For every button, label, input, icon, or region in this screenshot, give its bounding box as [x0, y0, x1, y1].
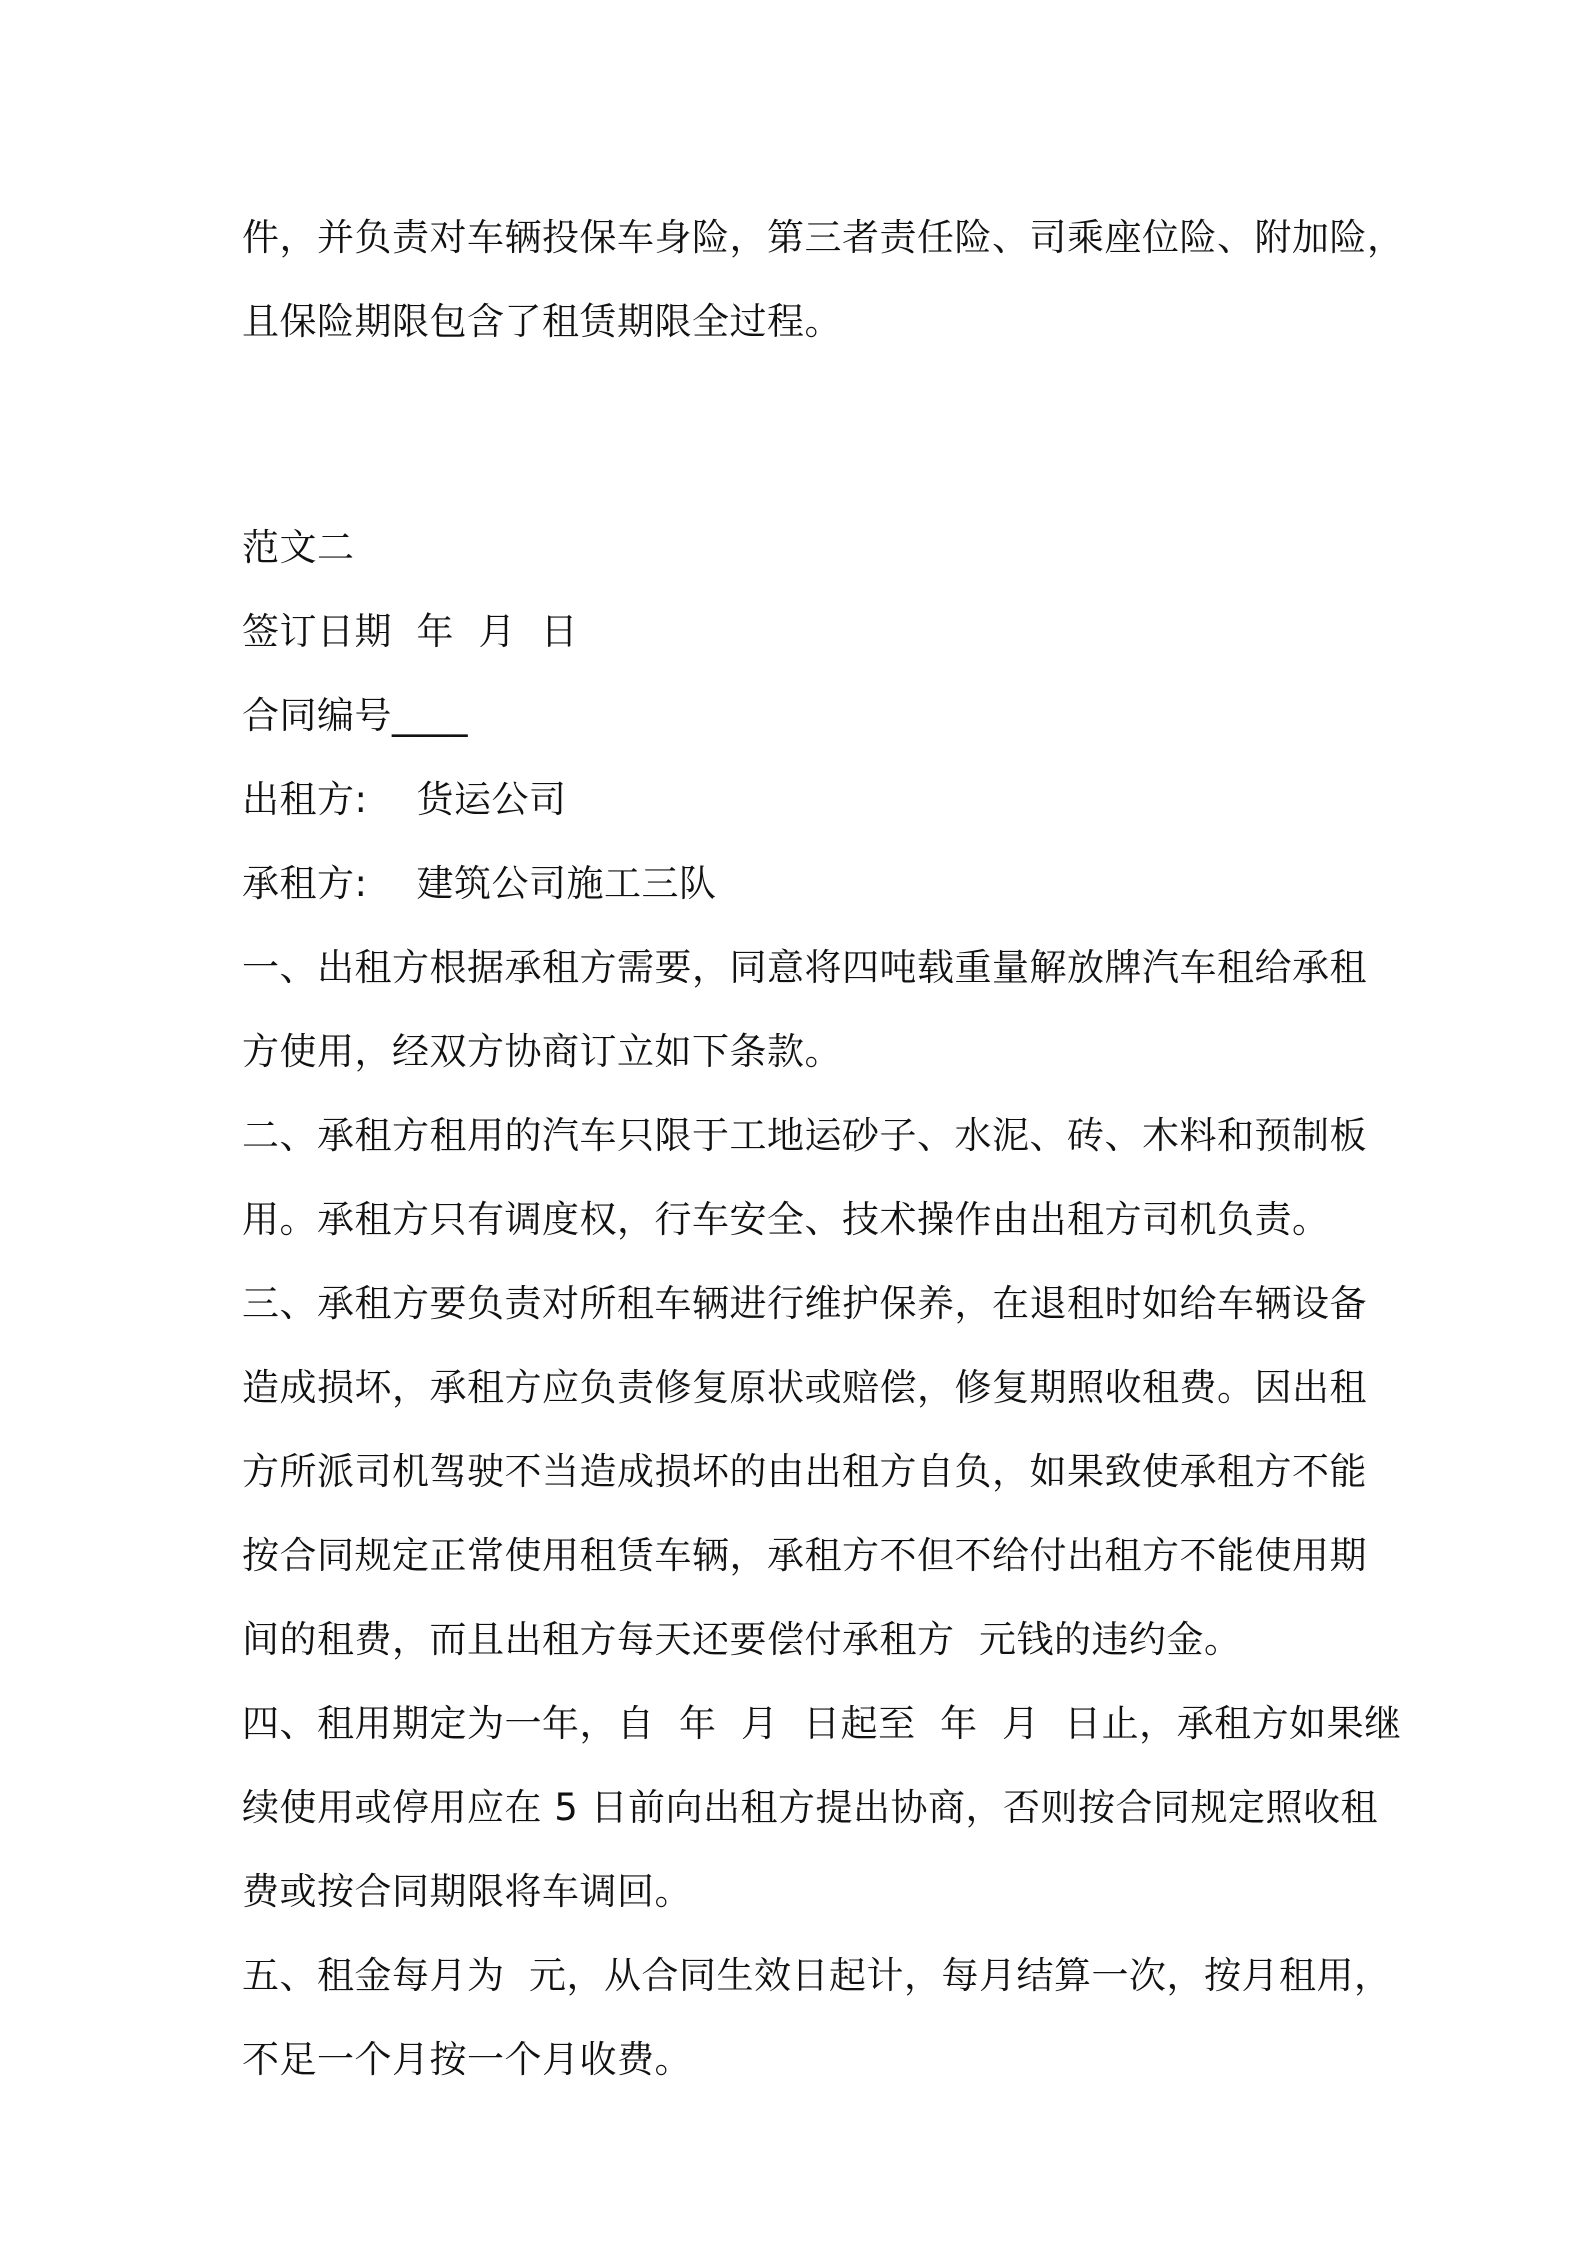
text-line: 件，并负责对车辆投保车身险，第三者责任险、司乘座位险、附加险，	[242, 216, 1405, 259]
clause-line: 续使用或停用应在 5 日前向出租方提出协商，否则按合同规定照收租	[242, 1786, 1379, 1829]
sign-date-line: 签订日期 年 月 日	[242, 610, 579, 653]
document-content	[242, 196, 1405, 2102]
clause-line: 费或按合同期限将车调回。	[242, 1870, 692, 1913]
paragraph-gap	[242, 364, 1362, 506]
clause-line: 五、租金每月为 元，从合同生效日起计，每月结算一次，按月租用，	[242, 1954, 1392, 1997]
clause-line: 间的租费，而且出租方每天还要偿付承租方 元钱的违约金。	[242, 1618, 1242, 1661]
clause-line: 三、承租方要负责对所租车辆进行维护保养，在退租时如给车辆设备	[242, 1282, 1367, 1325]
clause-line: 用。承租方只有调度权，行车安全、技术操作由出租方司机负责。	[242, 1198, 1330, 1241]
clause-line: 不足一个月按一个月收费。	[242, 2038, 692, 2081]
lessor-line: 出租方: 货运公司	[242, 778, 567, 821]
clause-line: 二、承租方租用的汽车只限于工地运砂子、水泥、砖、木料和预制板	[242, 1114, 1367, 1157]
clause-line: 造成损坏，承租方应负责修复原状或赔偿，修复期照收租费。因出租	[242, 1366, 1367, 1409]
lessee-line: 承租方: 建筑公司施工三队	[242, 862, 717, 905]
contract-number-line: 合同编号____	[242, 694, 468, 737]
clause-line: 按合同规定正常使用租赁车辆，承租方不但不给付出租方不能使用期	[242, 1534, 1367, 1577]
text-line: 且保险期限包含了租赁期限全过程。	[242, 300, 842, 343]
section-title: 范文二	[242, 526, 355, 569]
clause-line: 方所派司机驾驶不当造成损坏的由出租方自负，如果致使承租方不能	[242, 1450, 1367, 1493]
clause-line: 方使用，经双方协商订立如下条款。	[242, 1030, 842, 1073]
clause-line: 四、租用期定为一年，自 年 月 日起至 年 月 日止，承租方如果继	[242, 1702, 1402, 1745]
clause-line: 一、出租方根据承租方需要，同意将四吨载重量解放牌汽车租给承租	[242, 946, 1367, 989]
